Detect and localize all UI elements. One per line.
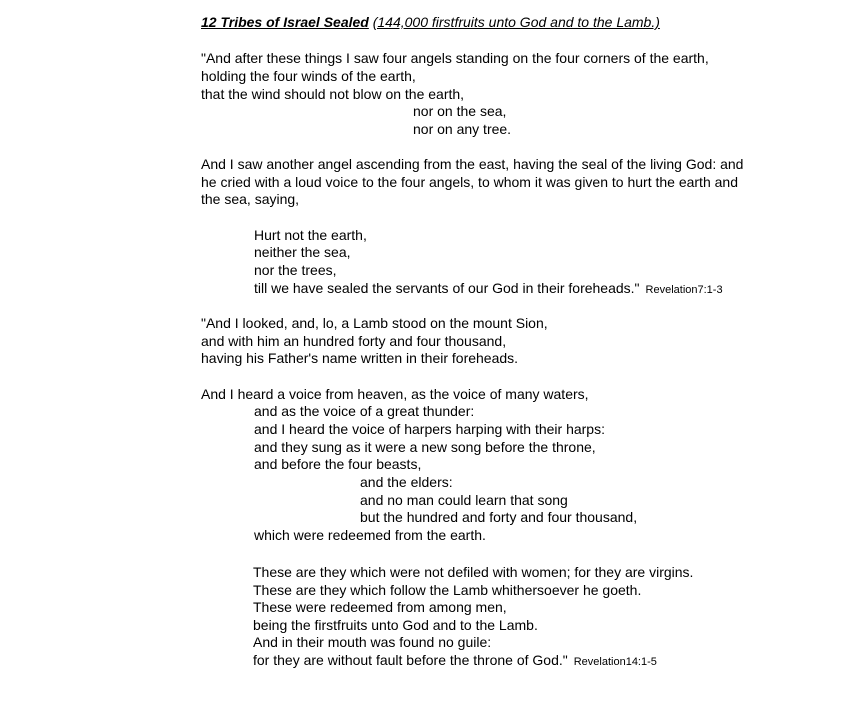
verse-line: holding the four winds of the earth,	[201, 68, 416, 84]
verse-line: and no man could learn that song	[360, 492, 568, 508]
verse-line: and I heard the voice of harpers harping with their harps:	[254, 421, 605, 437]
verse-line-with-reference	[254, 280, 723, 299]
verse-line: and with him an hundred forty and four thousand,	[201, 333, 507, 349]
verse-line: nor on any tree.	[413, 121, 512, 137]
verse-line: and they sung as it were a new song before the throne,	[254, 439, 596, 455]
verse-line: which were redeemed from the earth.	[254, 527, 486, 543]
verse-text: till we have sealed the servants of our God in their foreheads."	[254, 280, 640, 296]
verse-line: These are they which were not defiled with women; for they are virgins.	[253, 564, 694, 580]
scripture-reference: Revelation14:1-5	[573, 656, 657, 668]
verse-line: "And I looked, and, lo, a Lamb stood on the mount Sion,	[201, 315, 548, 331]
verse-line: and the elders:	[360, 474, 453, 490]
verse-line: being the firstfruits unto God and to the Lamb.	[253, 617, 538, 633]
verse-line: nor the trees,	[254, 262, 337, 278]
verse-line: Hurt not the earth,	[254, 227, 367, 243]
verse-line: neither the sea,	[254, 244, 351, 260]
verse-line: he cried with a loud voice to the four angels, to whom it was given to hurt the earth and	[201, 174, 738, 190]
verse-line: but the hundred and forty and four thousand,	[360, 509, 638, 525]
verse-line: These are they which follow the Lamb whithersoever he goeth.	[253, 582, 642, 598]
verse-line: "And after these things I saw four angels standing on the four corners of the earth,	[201, 50, 709, 66]
verse-line: and before the four beasts,	[254, 456, 422, 472]
verse-line-with-reference	[253, 652, 657, 671]
verse-text: for they are without fault before the throne of God."	[253, 652, 568, 668]
verse-line: having his Father's name written in their foreheads.	[201, 350, 519, 366]
verse-line: and as the voice of a great thunder:	[254, 403, 475, 419]
verse-line: And I heard a voice from heaven, as the voice of many waters,	[201, 386, 589, 402]
verse-line: that the wind should not blow on the earth,	[201, 86, 465, 102]
verse-line: And I saw another angel ascending from the east, having the seal of the living God: and	[201, 156, 744, 172]
title-main: 12 Tribes of Israel Sealed	[201, 14, 369, 30]
scripture-reference: Revelation7:1-3	[645, 284, 723, 296]
document-title	[201, 14, 660, 31]
verse-line: These were redeemed from among men,	[253, 599, 507, 615]
verse-line: the sea, saying,	[201, 191, 300, 207]
verse-line: And in their mouth was found no guile:	[253, 634, 492, 650]
title-sub: (144,000 firstfruits unto God and to the Lamb.)	[372, 14, 660, 30]
verse-line: nor on the sea,	[413, 103, 507, 119]
